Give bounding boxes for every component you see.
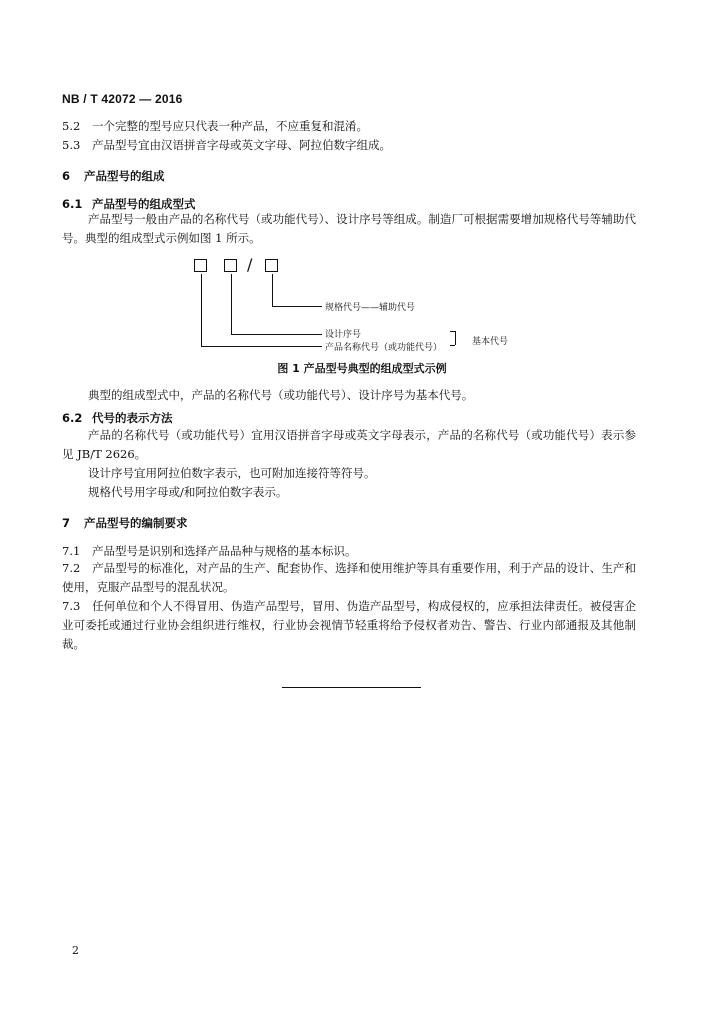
leader-spec [272,274,273,306]
section-7-heading [62,515,188,531]
clause-number: 7.3 [62,599,81,613]
clause-number: 5.3 [62,138,81,152]
clause-5-2 [62,118,368,134]
page-number: 2 [72,944,79,957]
section-6-2-heading [62,410,173,426]
paragraph-6-1: 产品型号一般由产品的名称代号（或功能代号）、设计序号等组成。制造厂可根据需要增加规格代号等辅助代号。典型的组成型式示例如图 1 所示。 [62,212,636,245]
paragraph-6-2-1: 产品的名称代号（或功能代号）宜用汉语拼音字母或英文字母表示，产品的名称代号（或功能代号）表示参见 JB/T 2626。 [62,428,636,461]
code-box-design [224,259,237,272]
clause-text: 任何单位和个人不得冒用、伪造产品型号，冒用、伪造产品型号，构成侵权的，应承担法律责任。被侵害企业可委托或通过行业协会组织进行维权，行业协会视情节轻重将给予侵权者劝告、警告、行业内部通报及其他制裁。 [62,599,636,651]
label-basic-code: 基本代号 [472,337,509,347]
figure-caption: 图 1 产品型号典型的组成型式示例 [277,362,447,375]
code-box-name [194,259,207,272]
paragraph-6-2-2: 设计序号宜用阿拉伯数字表示，也可附加连接符等符号。 [88,466,376,480]
clause-5-3 [62,137,391,153]
bracket-bottom [450,345,455,346]
leader-design-h [231,334,322,335]
section-6-heading [62,168,165,184]
clause-text: 产品型号是识别和选择产品品种与规格的基本标识。 [92,544,357,558]
clause-7-3 [62,597,636,654]
slash-separator: / [247,255,253,274]
clause-number: 7.2 [62,561,81,575]
leader-spec-h [272,306,322,307]
clause-text: 产品型号的标准化，对产品的生产、配套协作、选择和使用维护等具有重要作用，利于产品的设计、生产和使用，克服产品型号的混乱状况。 [62,561,636,594]
section-title: 产品型号的组成型式 [92,197,196,211]
bracket-vertical [455,331,456,345]
section-title: 代号的表示方法 [92,411,173,425]
paragraph-6-2-3: 规格代号用字母或/和阿拉伯数字表示。 [88,485,288,499]
clause-number: 5.2 [62,119,81,133]
section-number: 7 [62,516,71,530]
clause-7-2 [62,559,636,597]
leader-name-h [201,346,322,347]
leader-design [231,274,232,334]
label-spec-code: 规格代号——辅助代号 [325,303,416,313]
section-number: 6 [62,169,71,183]
section-number: 6.1 [62,197,83,211]
section-number: 6.2 [62,411,83,425]
label-design-number: 设计序号 [325,330,362,340]
standard-number-header: NB / T 42072 — 2016 [62,92,183,106]
clause-number: 7.1 [62,544,81,558]
section-title: 产品型号的编制要求 [84,516,188,530]
bracket-top [450,331,455,332]
label-name-code: 产品名称代号（或功能代号） [325,343,443,353]
clause-7-1 [62,543,357,559]
clause-text: 一个完整的型号应只代表一种产品，不应重复和混淆。 [92,119,368,133]
section-title: 产品型号的组成 [84,169,165,183]
paragraph-after-figure: 典型的组成型式中，产品的名称代号（或功能代号）、设计序号为基本代号。 [88,388,474,402]
code-box-spec [265,259,278,272]
leader-name [201,274,202,346]
end-rule [282,687,421,688]
clause-text: 产品型号宜由汉语拼音字母或英文字母、阿拉伯数字组成。 [92,138,391,152]
